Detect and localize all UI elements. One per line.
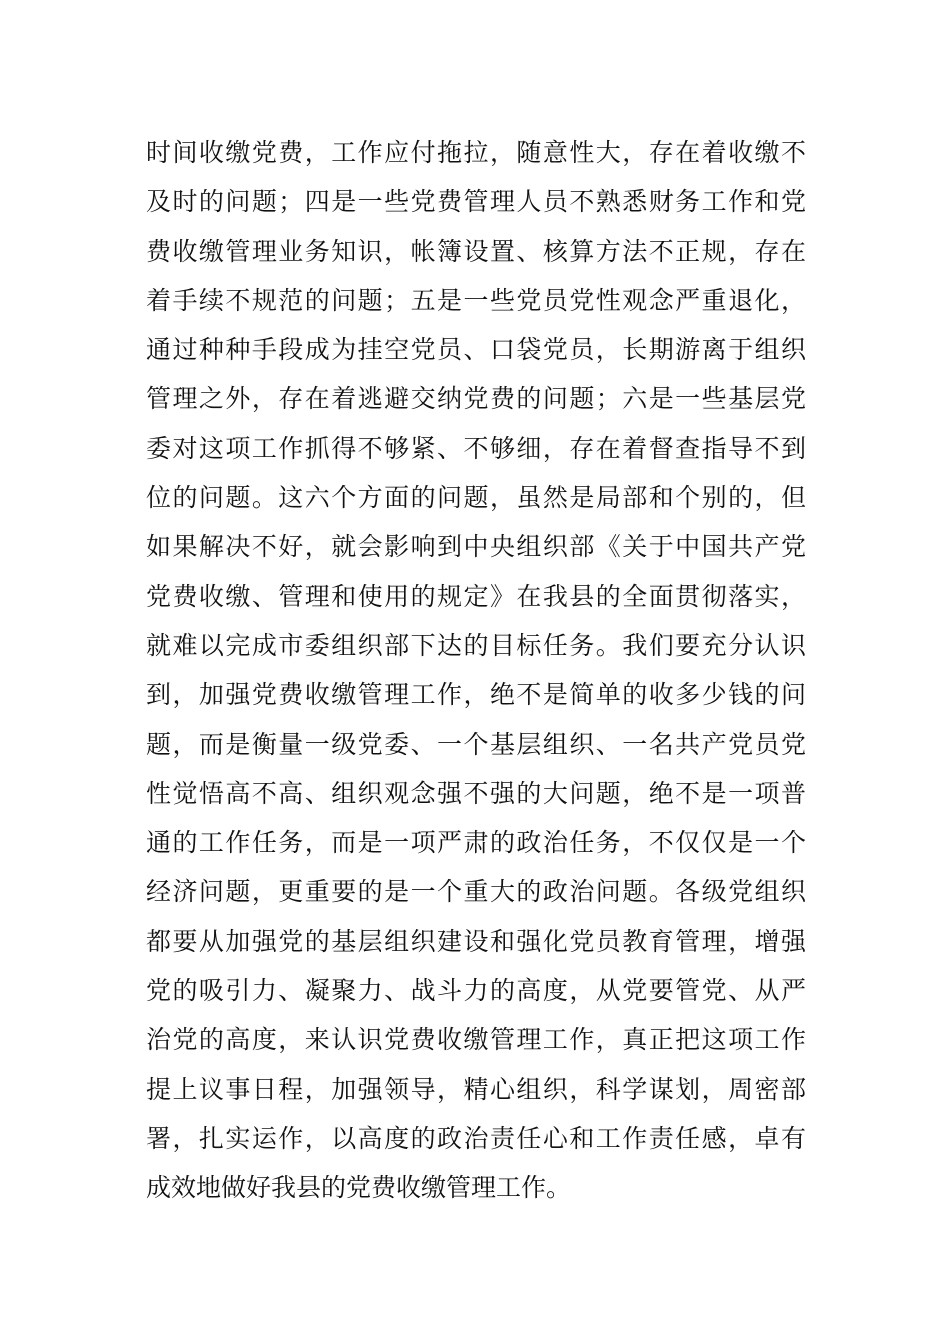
text-line-19: 治党的高度，来认识党费收缴管理工作，真正把这项工作 bbox=[146, 1025, 806, 1055]
text-line-17: 都要从加强党的基层组织建设和强化党员教育管理，增强 bbox=[146, 926, 806, 956]
text-line-20: 提上议事日程，加强领导，精心组织，科学谋划，周密部 bbox=[146, 1074, 806, 1104]
text-line-16: 经济问题，更重要的是一个重大的政治问题。各级党组织 bbox=[146, 877, 806, 907]
text-line-10: 党费收缴、管理和使用的规定》在我县的全面贯彻落实， bbox=[146, 581, 806, 611]
text-line-2: 及时的问题；四是一些党费管理人员不熟悉财务工作和党 bbox=[146, 187, 806, 217]
text-line-18: 党的吸引力、凝聚力、战斗力的高度，从党要管党、从严 bbox=[146, 976, 806, 1006]
text-line-15: 通的工作任务，而是一项严肃的政治任务，不仅仅是一个 bbox=[146, 828, 806, 858]
text-line-3: 费收缴管理业务知识，帐簿设置、核算方法不正规，存在 bbox=[146, 236, 806, 266]
text-line-7: 委对这项工作抓得不够紧、不够细，存在着督查指导不到 bbox=[146, 433, 806, 463]
text-line-21: 署，扎实运作，以高度的政治责任心和工作责任感，卓有 bbox=[146, 1123, 806, 1153]
text-line-11: 就难以完成市委组织部下达的目标任务。我们要充分认识 bbox=[146, 630, 806, 660]
text-line-8: 位的问题。这六个方面的问题，虽然是局部和个别的，但 bbox=[146, 483, 806, 513]
text-line-1: 时间收缴党费，工作应付拖拉，随意性大，存在着收缴不 bbox=[146, 138, 806, 167]
text-line-12: 到，加强党费收缴管理工作，绝不是简单的收多少钱的问 bbox=[146, 680, 806, 710]
text-line-4: 着手续不规范的问题；五是一些党员党性观念严重退化， bbox=[146, 285, 806, 315]
text-line-22: 成效地做好我县的党费收缴管理工作。 bbox=[146, 1173, 572, 1203]
text-line-13: 题，而是衡量一级党委、一个基层组织、一名共产党员党 bbox=[146, 729, 806, 759]
text-line-9: 如果解决不好，就会影响到中央组织部《关于中国共产党 bbox=[146, 532, 806, 562]
text-line-5: 通过种种手段成为挂空党员、口袋党员，长期游离于组织 bbox=[146, 335, 806, 365]
body-paragraph bbox=[146, 128, 806, 1213]
text-line-14: 性觉悟高不高、组织观念强不强的大问题，绝不是一项普 bbox=[146, 778, 806, 808]
text-line-6: 管理之外，存在着逃避交纳党费的问题；六是一些基层党 bbox=[146, 384, 806, 414]
